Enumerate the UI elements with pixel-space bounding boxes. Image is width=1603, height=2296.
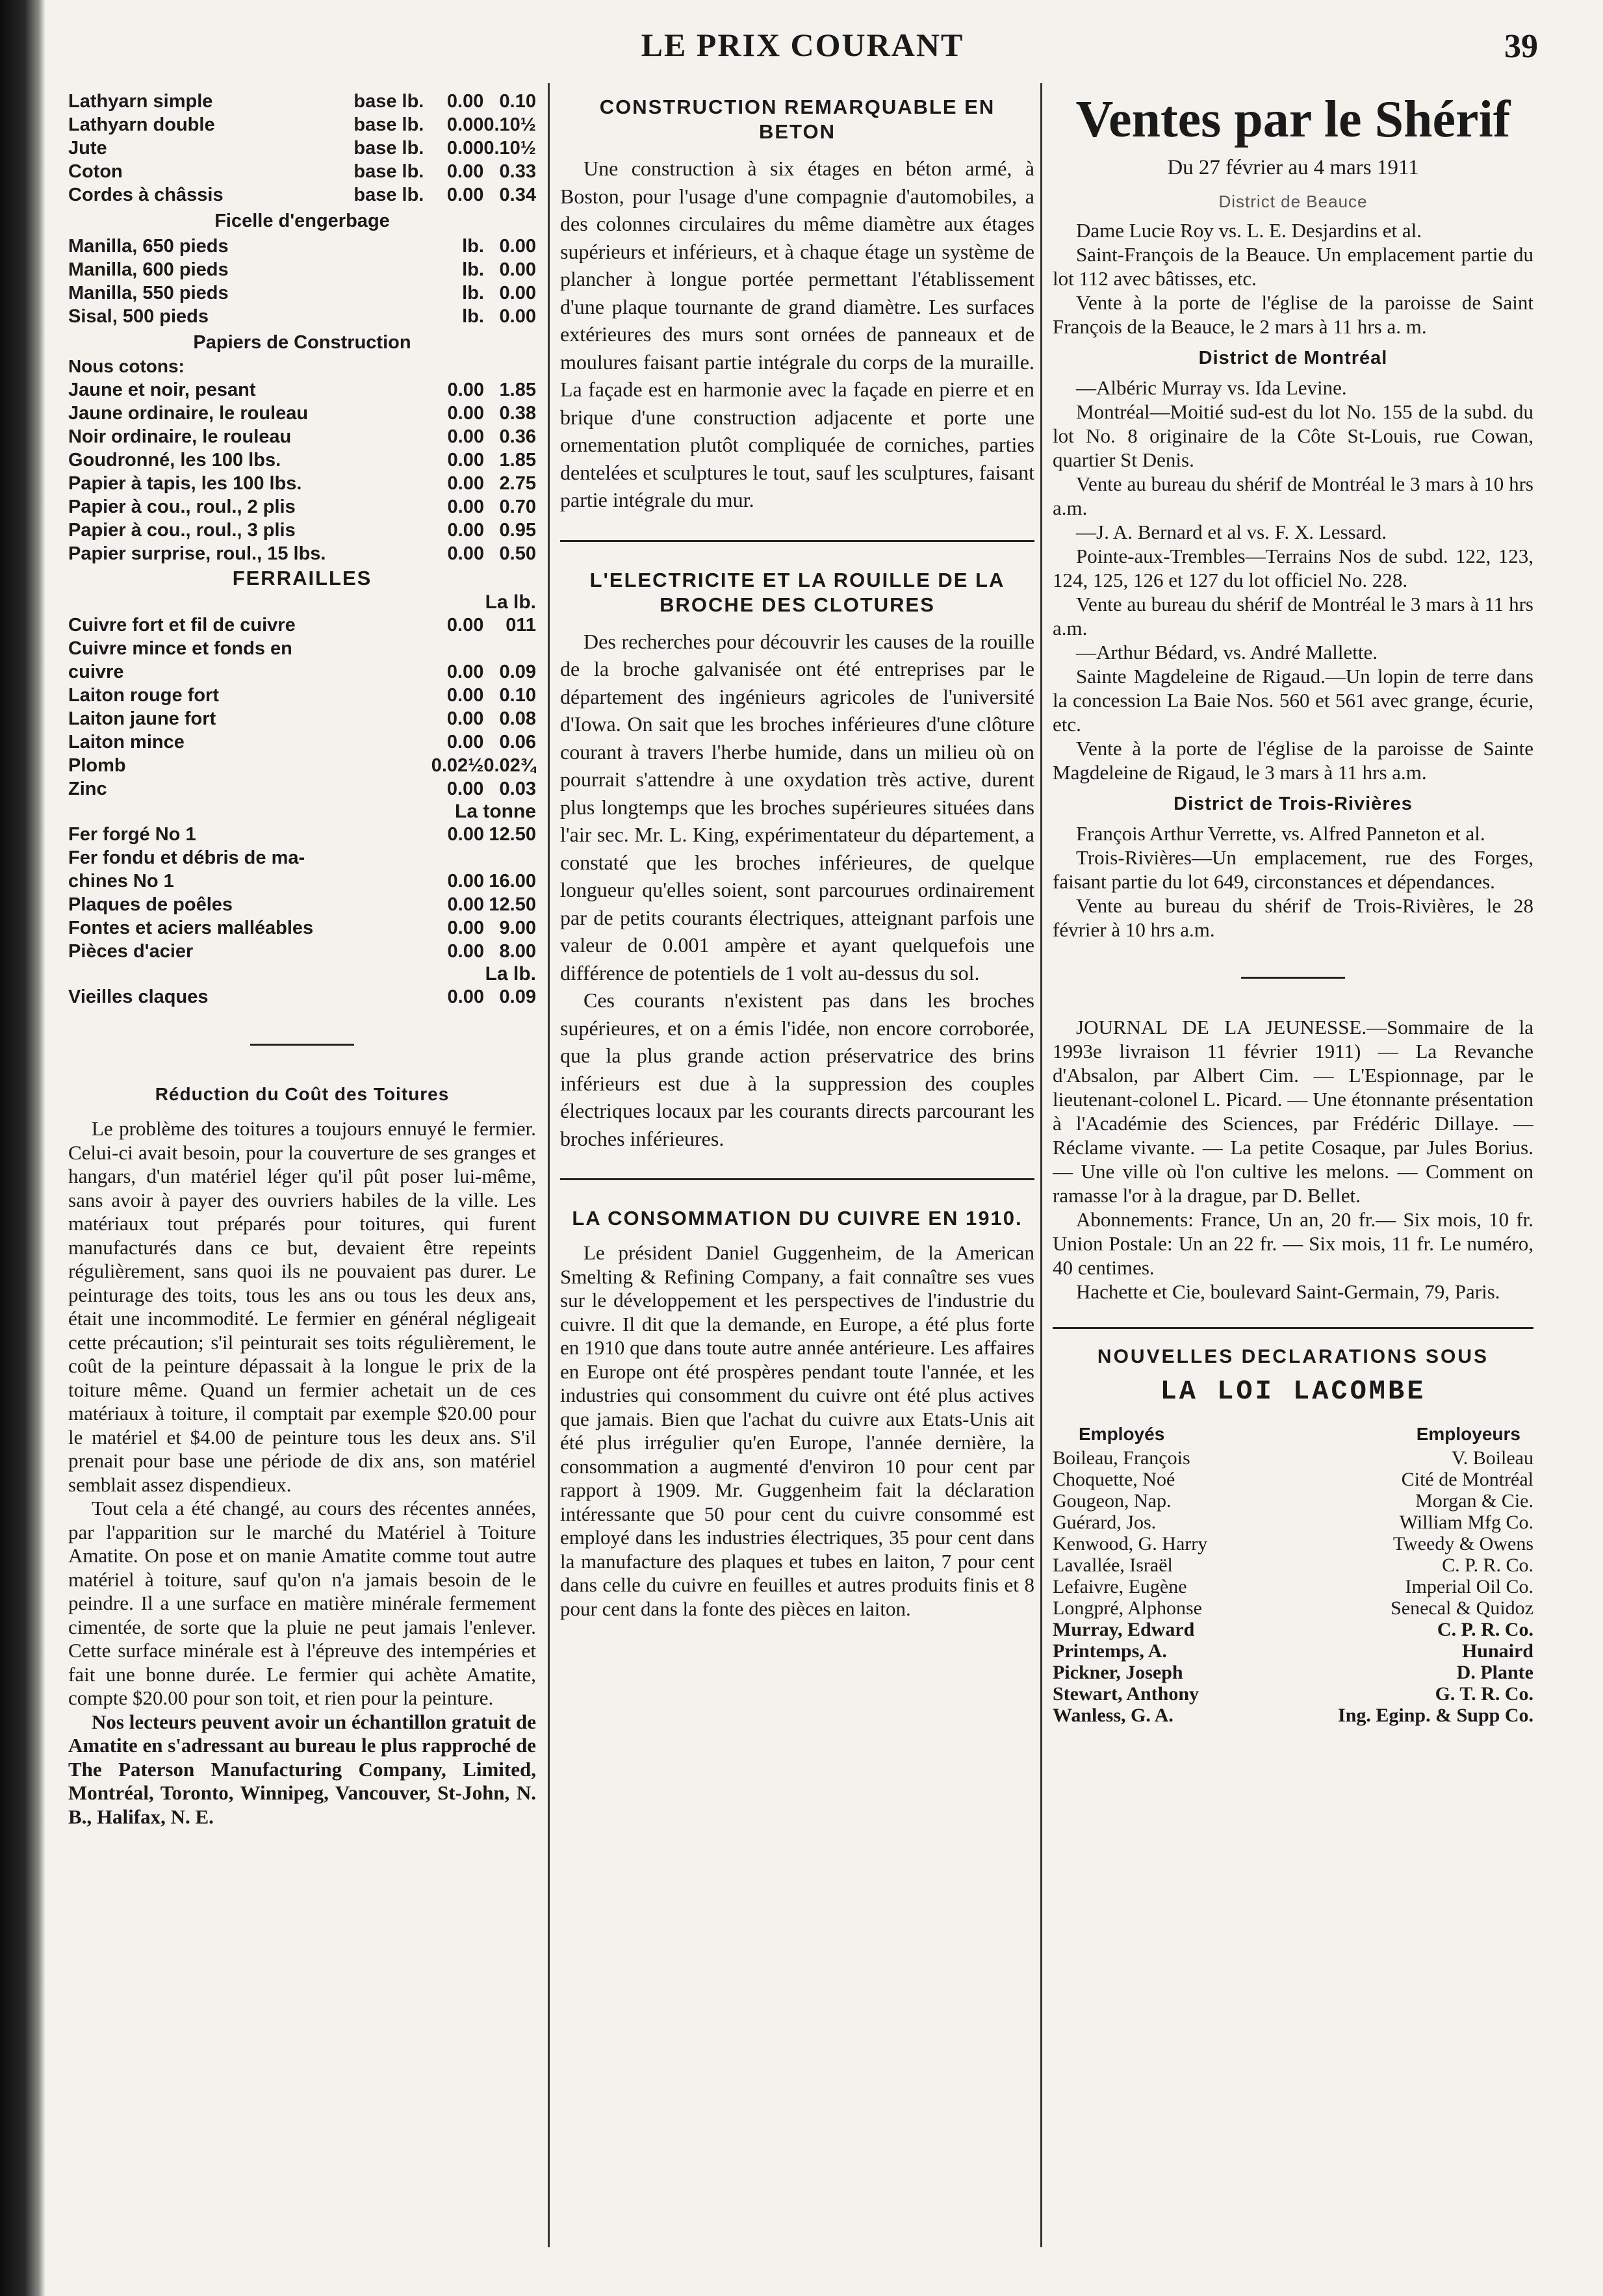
price-row [68,90,536,113]
separator-rule [560,1178,1034,1180]
price-row [68,305,536,328]
papiers-table [68,378,536,565]
claques-table [68,985,536,1009]
item-name: Noir ordinaire, le rouleau [68,426,292,447]
price-row [68,519,536,542]
employeur-name: G. T. R. Co. [1435,1683,1533,1705]
employeur-name: C. P. R. Co. [1437,1619,1533,1640]
price-low [431,637,484,660]
separator-rule [560,540,1034,542]
price-row [68,940,536,963]
price-row [68,684,536,707]
price-row [68,402,536,425]
declaration-row [1053,1576,1533,1597]
price-row [68,985,536,1009]
unit-label-tonne: La tonne [455,801,536,822]
item-name: Cuivre fort et fil de cuivre [68,615,296,636]
price-high: 1.85 [499,380,536,400]
price-row [68,425,536,448]
price-low: 0.00 [446,91,484,112]
sale-entry: —Arthur Bédard, vs. André Mallette. [1076,641,1378,664]
price-low: 0.00 [446,685,484,706]
unit-label-lb: La lb. [485,591,536,613]
item-name: Fer forgé No 1 [68,824,196,845]
price-low: 0.02½ [431,755,484,776]
price-row [68,754,536,777]
price-row [68,542,536,565]
item-name: Lathyarn double [68,114,215,135]
price-row [68,916,536,940]
declarations-table [1053,1447,1533,1726]
item-name: chines No 1 [68,871,174,892]
item-name: Vieilles claques [68,987,209,1007]
montreal-entries [1053,376,1533,784]
employe-name: Kenwood, G. Harry [1053,1533,1208,1554]
price-row [68,378,536,402]
article-title-toitures: Réduction du Coût des Toitures [155,1084,450,1104]
item-name: Plomb [68,755,126,776]
item-name: Cordes à châssis [68,185,224,205]
ferrailles-table [68,613,536,801]
tonne-table [68,823,536,963]
sale-entry: François Arthur Verrette, vs. Alfred Panneton et al. [1076,822,1485,845]
price-low: 0.00 [447,543,484,564]
price-high [484,846,536,870]
employeur-name: Hunaird [1461,1640,1533,1662]
item-name: Cuivre mince et fonds en [68,638,292,659]
price-basis: base lb. [353,161,424,182]
price-high: 1.85 [499,450,536,471]
price-basis: base lb. [353,185,424,205]
journal-paragraph: Abonnements: France, Un an, 20 fr.— Six mois, 10 fr. Union Postale: Un an 22 fr. — Six mois, 11 fr. Le numéro, 40 centimes. [1053,1208,1533,1279]
price-value: 0.00 [499,236,536,257]
item-name: Fer fondu et débris de ma- [68,847,305,868]
declaration-row [1053,1512,1533,1533]
employeur-name: Imperial Oil Co. [1405,1576,1533,1597]
item-name: Papier à cou., roul., 3 plis [68,520,296,541]
employe-name: Lefaivre, Eugène [1053,1576,1187,1597]
employeur-name: Senecal & Quidoz [1391,1597,1533,1619]
price-row [68,707,536,730]
employeur-name: Morgan & Cie. [1415,1490,1533,1512]
item-name: Jaune ordinaire, le rouleau [68,403,309,424]
declaration-row [1053,1640,1533,1662]
papiers-heading: Papiers de Construction [193,332,411,353]
price-high: 16.00 [489,871,536,892]
employe-name: Murray, Edward [1053,1619,1195,1640]
price-high: 0.38 [499,403,536,424]
sale-entry: Montréal—Moitié sud-est du lot No. 155 de la subd. du lot No. 8 originaire de la Côte St-Louis, rue Cowan, quartier St Denis. [1053,400,1533,471]
price-high: 9.00 [499,918,536,938]
sale-entry: —J. A. Bernard et al vs. F. X. Lessard. [1076,521,1387,543]
article-title-electricite: L'ELECTRICITE ET LA ROUILLE DE LA BROCHE DES CLOTURES [589,568,1005,616]
column-rule-1 [548,83,550,2247]
price-row [68,258,536,281]
article-title-beton: CONSTRUCTION REMARQUABLE EN BETON [599,96,995,143]
price-low: 0.00 [447,380,484,400]
employeur-name: Ing. Eginp. & Supp Co. [1338,1705,1533,1726]
price-row [68,448,536,472]
price-value: 0.00 [499,259,536,280]
sale-entry: Vente à la porte de l'église de la paroisse de Saint François de la Beauce, le 2 mars à 11 hrs a. m. [1053,291,1533,338]
district-heading: District de Beauce [1218,192,1368,211]
item-name: cuivre [68,662,124,682]
price-unit: lb. [462,283,484,303]
item-name: Manilla, 550 pieds [68,283,229,303]
employeur-name: Cité de Montréal [1401,1469,1533,1490]
employeur-name: D. Plante [1456,1662,1533,1683]
article-paragraph: Le président Daniel Guggenheim, de la American Smelting & Refining Company, a fait connaître ses vues sur le développement et les perspectives de l'industrie du cuivre. Il dit que la demande, en Europe, a été plus forte en 1910 que dans toute autre année antérieure. Les affaires en Europe ont été prospères pendant toute l'année, et les industries qui consomment du cuivre ont été plus actives que jamais. Bien que l'achat du cuivre aux Etats-Unis ait été plus irrégulier qu'en Europe, l'année dernière, la consommation a augmenté d'environ 10 pour cent par rapport à 1909. Mr. Guggenheim fait la déclaration intéressante que 50 pour cent du cuivre consommé est employé dans les industries électriques, 35 pour cent dans la manufacture des plaques et tubes en laiton, 7 pour cent dans celle du cuivre en feuilles et autres produits finis et 8 pour cent dans la fonte des pièces en laiton. [560,1241,1034,1620]
declaration-row [1053,1554,1533,1576]
item-name: Laiton mince [68,732,185,753]
item-name: Papier surprise, roul., 15 lbs. [68,543,326,564]
price-low: 0.00 [446,138,484,159]
article-paragraph: Le problème des toitures a toujours ennuyé le fermier. Celui-ci avait besoin, pour la couverture de ses granges et hangars, d'un matériel léger qu'il pût poser lui-même, sans avoir à payer des ouvriers habiles de la ville. Les matériaux tout préparés pour toitures, qui furent manufacturés dans ce but, devaient être repeints régulièrement, sans quoi ils ne pouvaient pas durer. Le peinturage des toits, tous les ans ou tous les deux ans, était une incommodité. Le fermier en général négligeait cette précaution; s'il peinturait ses toits régulièrement, le coût de la peinture dépassait à la longue le prix de la toiture même. Quand un fermier achetait un de ces matériaux à toiture, il comptait par exemple $20.00 pour le matériel et $4.00 de peinture tous les deux ans. S'il prenait pour base une période de dix ans, son matériel semblait assez dispendieux. [68,1117,536,1496]
item-name: Papier à tapis, les 100 lbs. [68,473,302,494]
declarations-column-headers [1079,1424,1520,1445]
declaration-row [1053,1447,1533,1469]
price-low: 0.00 [447,871,484,892]
price-basis: base lb. [353,114,424,135]
sale-entry: Sainte Magdeleine de Rigaud.—Un lopin de terre dans la concession La Baie Nos. 560 et 561 avec grange, écurie, etc. [1053,665,1533,736]
item-name: Fontes et aciers malléables [68,918,314,938]
price-low: 0.00 [447,918,484,938]
declaration-row [1053,1533,1533,1554]
item-name: Jute [68,138,107,159]
price-row [68,235,536,258]
price-low: 0.00 [447,473,484,494]
sheriff-sales-dates: Du 27 février au 4 mars 1911 [1167,156,1419,179]
sheriff-sales-title: Ventes par le Shérif [1075,91,1511,148]
employe-name: Gougeon, Nap. [1053,1490,1172,1512]
price-row [68,281,536,305]
price-low: 0.00 [446,185,484,205]
price-row [68,730,536,754]
separator-rule [1053,1327,1533,1329]
sale-entry: —Albéric Murray vs. Ida Levine. [1076,376,1347,399]
price-high: 0.06 [499,732,536,753]
fibres-table [68,90,536,207]
employeurs-header: Employeurs [1416,1424,1520,1444]
district-heading: District de Trois-Rivières [1173,793,1413,814]
sale-entry: Dame Lucie Roy vs. L. E. Desjardins et al. [1076,219,1422,242]
article-paragraph: Tout cela a été changé, au cours des récentes années, par l'apparition sur le marché du Matériel à Toiture Amatite. On pose et on manie Amatite comme tout autre matériel à toiture, sauf qu'on n'a jamais besoin de le peindre. Il a une surface en matière minérale fermement cimentée, de sorte que la pluie ne peut jamais l'enlever. Cette surface minérale est à l'épreuve des intempéries et fait une bonne durée. Le fermier qui achète Amatite, compte $20.00 pour son toit, et rien pour la peinture. [68,1497,536,1709]
trois-rivieres-entries [1053,821,1533,942]
price-row [68,660,536,684]
unit-label-lb-2: La lb. [485,963,536,985]
employes-header: Employés [1079,1424,1165,1444]
declaration-row [1053,1469,1533,1490]
newspaper-title: LE PRIX COURANT [641,27,964,63]
price-low: 0.00 [447,520,484,541]
price-row [68,870,536,893]
declaration-row [1053,1683,1533,1705]
price-high: 12.50 [489,894,536,915]
price-high: 0.09 [499,662,536,682]
price-row [68,136,536,160]
sale-entry: Trois-Rivières—Un emplacement, rue des Forges, faisant partie du lot 649, circonstances et dépendances. [1053,846,1533,893]
price-low: 0.00 [446,662,484,682]
price-basis: base lb. [353,91,424,112]
article-title-cuivre: LA CONSOMMATION DU CUIVRE EN 1910. [572,1207,1023,1230]
article-paragraph: Une construction à six étages en béton armé, à Boston, pour l'usage d'une compagnie d'automobiles, a des colonnes circulaires du même diamètre aux étages supérieurs et inférieurs, et à chaque étage un système de plancher à longue portée permettant l'établissement d'une plaque tournante de grand diamètre. Les surfaces extérieures des murs sont ornées de panneaux et de moulures faisant partie intégrale du corps de la muraille. La façade est en harmonie avec la façade en pierre et en brique d'une construction adjacente et porte une ornementation plutôt compliquée de corniches, parties dentelées et sculptures le tout, sauf les sculptures, faisant partie intégrale du mur. [560,157,1034,511]
price-low: 0.00 [446,615,484,636]
price-unit: lb. [462,259,484,280]
column-articles [560,90,1034,2247]
item-name: Lathyarn simple [68,91,213,112]
employe-name: Wanless, G. A. [1053,1705,1173,1726]
price-unit: lb. [462,306,484,327]
declaration-row [1053,1490,1533,1512]
item-name: Laiton rouge fort [68,685,219,706]
price-low: 0.00 [446,114,484,135]
price-high: 12.50 [489,824,536,845]
price-row [68,113,536,136]
price-low: 0.00 [446,161,484,182]
price-high: 0.70 [499,497,536,517]
page-number: 39 [1504,28,1538,65]
price-low: 0.00 [447,941,484,962]
price-high: 0.08 [499,708,536,729]
price-high: 0.50 [499,543,536,564]
price-row [68,160,536,183]
district-heading: District de Montréal [1198,348,1388,368]
loi-lacombe-heading: LA LOI LACOMBE [1160,1376,1426,1407]
price-high: 0.10 [499,685,536,706]
article-paragraph: Ces courants n'existent pas dans les broches supérieures, et on a émis l'idée, non encore corroborée, que la plus grande action préservatrice des brins inférieurs est due à la suppression des couples électriques locaux par les courants directs parcourant les broches inférieures. [560,988,1034,1150]
price-high: 0.34 [499,185,536,205]
price-high: 0.95 [499,520,536,541]
price-row [68,183,536,207]
price-low: 0.00 [447,426,484,447]
price-low: 0.00 [447,450,484,471]
price-value: 0.00 [499,306,536,327]
sale-entry: Saint-François de la Beauce. Un emplacement partie du lot 112 avec bâtisses, etc. [1053,243,1533,290]
papiers-note: Nous cotons: [68,356,185,376]
item-name: Laiton jaune fort [68,708,216,729]
article-paragraph: Nos lecteurs peuvent avoir un échantillon gratuit de Amatite en s'adressant au bureau le plus rapproché de The Paterson Manufacturing Company, Limited, Montréal, Toronto, Winnipeg, Vancouver, St-John, N. B., Halifax, N. E. [68,1710,536,1828]
column-notices [1053,90,1533,2247]
item-name: Coton [68,161,123,182]
item-name: Jaune et noir, pesant [68,380,256,400]
journal-paragraph: Hachette et Cie, boulevard Saint-Germain, 79, Paris. [1076,1280,1500,1303]
item-name: Plaques de poêles [68,894,233,915]
price-row [68,637,536,660]
item-name: Pièces d'acier [68,941,194,962]
price-high: 0.33 [499,161,536,182]
price-row [68,777,536,801]
employeur-name: Tweedy & Owens [1392,1533,1533,1554]
price-low: 0.00 [446,779,484,799]
price-low: 0.00 [447,824,484,845]
price-high: 0.03 [499,779,536,799]
employeur-name: William Mfg Co. [1399,1512,1533,1533]
price-high: 011 [506,615,536,636]
separator-rule [1241,977,1345,979]
price-high: 0.02¾ [483,755,536,776]
price-unit: lb. [462,236,484,257]
price-low: 0.00 [446,732,484,753]
item-name: Manilla, 650 pieds [68,236,229,257]
ferrailles-heading: FERRAILLES [232,567,372,589]
employe-name: Boileau, François [1053,1447,1190,1469]
price-row [68,613,536,637]
price-high: 2.75 [499,473,536,494]
price-high: 0.09 [499,987,536,1007]
declaration-row [1053,1619,1533,1640]
employeur-name: C. P. R. Co. [1442,1554,1533,1576]
price-low: 0.00 [447,403,484,424]
beauce-entries [1053,218,1533,339]
separator-rule [250,1044,354,1046]
declarations-heading: NOUVELLES DECLARATIONS SOUS [1097,1346,1489,1367]
price-low [432,846,484,870]
price-low: 0.00 [447,987,484,1007]
price-high: 0.10½ [483,114,536,135]
price-row [68,846,536,870]
price-low: 0.00 [446,708,484,729]
journal-paragraph: JOURNAL DE LA JEUNESSE.—Sommaire de la 1993e livraison 11 février 1911) — La Revanche d'Absalon, par Albert Cim. — L'Espionnage, par le lieutenant-colonel L. Picard. — Une étonnante présentation à l'Académie des Sciences, par Frédéric Dillaye. — Réclame vivante. — La petite Cosaque, par Jules Borius. — Une ville où l'on cultive les melons. — Comment on ramasse l'or à la drague, par D. Bellet. [1053,1016,1533,1207]
declaration-row [1053,1597,1533,1619]
item-name: Goudronné, les 100 lbs. [68,450,281,471]
price-value: 0.00 [499,283,536,303]
employe-name: Pickner, Joseph [1053,1662,1183,1683]
price-high: 0.10 [499,91,536,112]
item-name: Manilla, 600 pieds [68,259,229,280]
ficelle-heading: Ficelle d'engerbage [214,211,390,231]
price-low: 0.00 [447,894,484,915]
price-high: 0.10½ [483,138,536,159]
article-paragraph: Des recherches pour découvrir les causes de la rouille de la broche galvanisée ont été entreprises par le département des ingénieurs agricoles de l'université d'Iowa. On sait que les broches inférieures d'une clôture courant à travers l'herbe humide, dans un milieu où on pourrait s'attendre à une oxydation très active, durent plus longtemps que les broches supérieures situées dans l'air sec. Mr. L. King, expérimentateur du département, a constaté que les broches inférieures, de quelque longueur qu'elles soient, sont parcourues ordinairement par de petits courants électriques, atteignant parfois une valeur de 0.001 ampère et ayant quelquefois une différence de potentiels de 1 volt au-dessus du sol. [560,629,1034,985]
price-low: 0.00 [447,497,484,517]
employeur-name: V. Boileau [1451,1447,1533,1469]
employe-name: Printemps, A. [1053,1640,1167,1662]
employe-name: Stewart, Anthony [1053,1683,1199,1705]
column-prices [68,90,536,2247]
price-row [68,823,536,846]
price-high [483,637,536,660]
employe-name: Longpré, Alphonse [1053,1597,1202,1619]
price-high: 0.36 [499,426,536,447]
employe-name: Choquette, Noé [1053,1469,1175,1490]
sale-entry: Vente à la porte de l'église de la paroisse de Sainte Magdeleine de Rigaud, le 3 mars à 11 hrs a.m. [1053,737,1533,784]
employe-name: Guérard, Jos. [1053,1512,1157,1533]
sale-entry: Vente au bureau du shérif de Montréal le 3 mars à 11 hrs a.m. [1053,593,1533,639]
item-name: Zinc [68,779,107,799]
price-row [68,893,536,916]
price-high: 8.00 [499,941,536,962]
declaration-row [1053,1705,1533,1726]
page-header [0,18,1603,77]
ficelle-table [68,235,536,328]
item-name: Sisal, 500 pieds [68,306,209,327]
employe-name: Lavallée, Israël [1053,1554,1173,1576]
sale-entry: Pointe-aux-Trembles—Terrains Nos de subd. 122, 123, 124, 125, 126 et 127 du lot officiel No. 228. [1053,545,1533,591]
declaration-row [1053,1662,1533,1683]
price-basis: base lb. [353,138,424,159]
sale-entry: Vente au bureau du shérif de Montréal le 3 mars à 10 hrs a.m. [1053,472,1533,519]
sale-entry: Vente au bureau du shérif de Trois-Rivières, le 28 février à 10 hrs a.m. [1053,894,1533,941]
item-name: Papier à cou., roul., 2 plis [68,497,296,517]
price-row [68,495,536,519]
page-binding-shadow [0,0,45,2296]
column-rule-2 [1040,83,1042,2247]
price-row [68,472,536,495]
